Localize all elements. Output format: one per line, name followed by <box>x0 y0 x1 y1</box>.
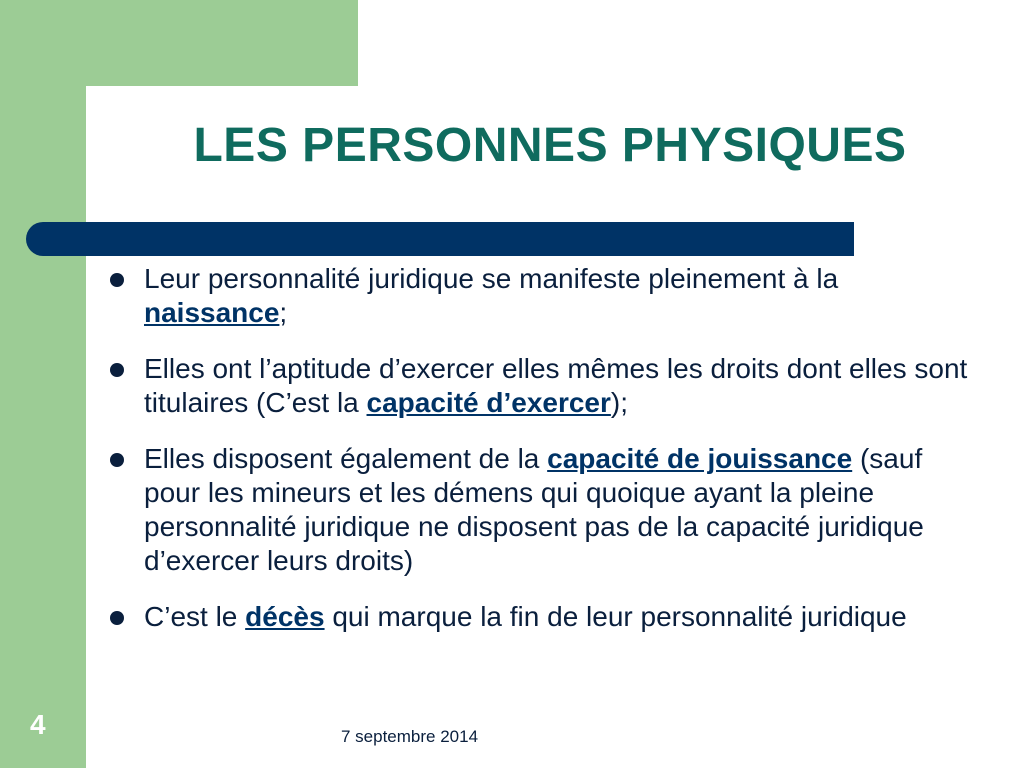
bullet-text: (sauf pour les mineurs et les démens qui quoique ayant la pleine personnalité juridique ne disposent pas de la capacité juridique d’exercer leurs droits) <box>144 443 924 576</box>
bullet-icon <box>110 453 124 467</box>
top-panel <box>0 0 358 86</box>
bullet-text: Elles ont l’aptitude d’exercer elles mêmes les droits dont elles sont titulaires (C’est la <box>144 353 968 418</box>
bullet-text: qui marque la fin de leur personnalité juridique <box>324 601 907 632</box>
title-underline-bar <box>26 222 854 256</box>
footer-date: 7 septembre 2014 <box>341 727 479 746</box>
bullet-item <box>104 352 974 420</box>
side-panel <box>0 0 86 768</box>
bullet-icon <box>110 363 124 377</box>
bullet-text: Leur personnalité juridique se manifeste pleinement à la <box>144 263 839 294</box>
page-number: 4 <box>30 709 46 740</box>
bullet-icon <box>110 273 124 287</box>
bullet-keyword: capacité de jouissance <box>547 443 853 474</box>
bullet-list <box>104 262 974 656</box>
bullet-text: ); <box>610 387 629 418</box>
bullet-text: Elles disposent également de la <box>144 443 548 474</box>
bullet-keyword: capacité d’exercer <box>366 387 611 418</box>
bullet-item <box>104 600 974 634</box>
bullet-keyword: décès <box>245 601 325 632</box>
bullet-item <box>104 442 974 578</box>
bullet-icon <box>110 611 124 625</box>
bullet-item <box>104 262 974 330</box>
slide-title: LES PERSONNES PHYSIQUES <box>193 119 907 172</box>
bullet-text: C’est le <box>144 601 246 632</box>
bullet-text: ; <box>279 297 288 328</box>
bullet-keyword: naissance <box>144 297 280 328</box>
